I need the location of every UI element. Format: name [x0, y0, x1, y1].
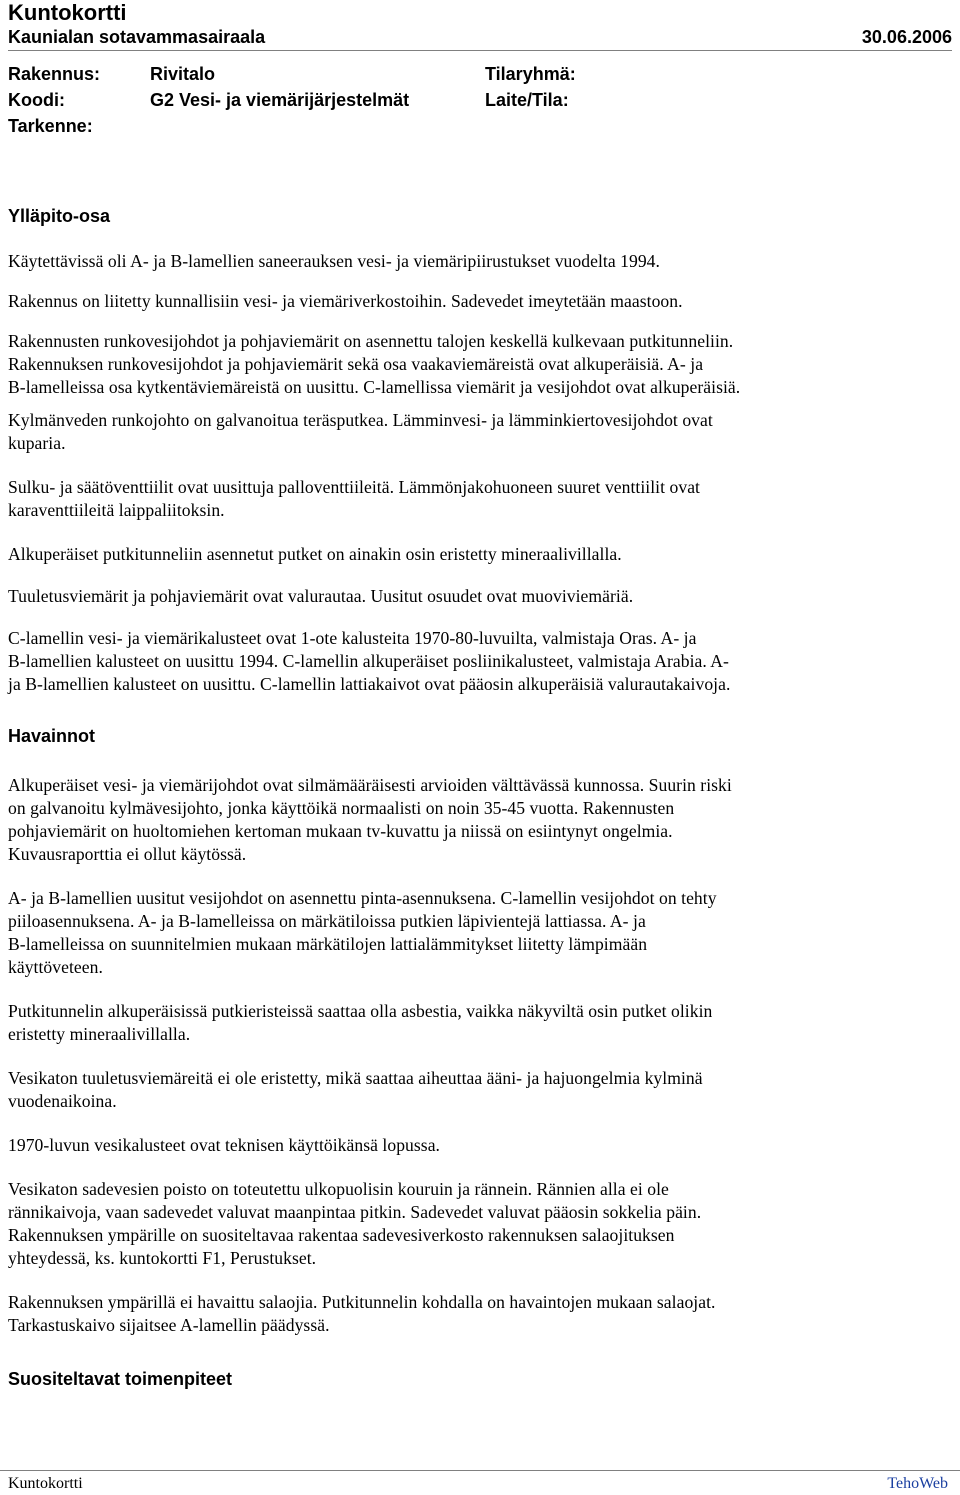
- paragraph: Rakennus on liitetty kunnallisiin vesi- ja viemäriverkostoihin. Sadevedet imeytetään maastoon.: [8, 291, 683, 311]
- paragraph-line: karaventtiileitä laippaliitoksin.: [8, 500, 225, 520]
- paragraph-line: ja B-lamellien kalusteet on uusittu. C-lamellin lattiakaivot ovat pääosin alkuperäisiä valurautakaivoja.: [8, 674, 731, 694]
- document-page: [8, 0, 952, 1390]
- paragraph-line: Sulku- ja säätöventtiilit ovat uusittuja palloventtiileitä. Lämmönjakohuoneen suuret venttiilit ovat: [8, 477, 700, 497]
- paragraph-line: B-lamelleissa osa kytkentäviemäreistä on uusittu. C-lamellissa viemärit ja vesijohdot ovat alkuperäisiä.: [8, 377, 741, 397]
- paragraph-line: B-lamellien kalusteet on uusittu 1994. C-lamellin alkuperäiset posliinikalusteet, valmistaja Arabia. A-: [8, 651, 729, 671]
- rakennus-value: Rivitalo: [150, 64, 216, 84]
- footer-brand-link[interactable]: TehoWeb: [887, 1475, 948, 1492]
- paragraph-line: Kuvausraporttia ei ollut käytössä.: [8, 844, 247, 864]
- paragraph-line: Vesikaton tuuletusviemäreitä ei ole eristetty, mikä saattaa aiheuttaa ääni- ja hajuongelmia kylminä: [8, 1068, 703, 1088]
- section-heading-havainnot: Havainnot: [8, 726, 96, 746]
- laite-tila-label: Laite/Tila:: [485, 90, 569, 110]
- paragraph-line: A- ja B-lamellien uusitut vesijohdot on asennettu pinta-asennuksena. C-lamellin vesijohdot on tehty: [8, 888, 717, 908]
- paragraph-line: käyttöveteen.: [8, 957, 103, 977]
- section-heading-yllapito: Ylläpito-osa: [8, 206, 111, 226]
- koodi-label: Koodi:: [8, 90, 65, 110]
- paragraph-line: Putkitunnelin alkuperäisissä putkieristeissä saattaa olla asbestia, vaikka näkyviltä osin putket olikin: [8, 1001, 713, 1021]
- paragraph-line: Rakennuksen runkovesijohdot ja pohjaviemärit sekä osa vaakaviemäreistä ovat alkuperäisiä. A- ja: [8, 354, 704, 374]
- tilaryhma-label: Tilaryhmä:: [485, 64, 576, 84]
- paragraph-line: B-lamelleissa on suunnitelmien mukaan märkätilojen lattialämmitykset liitetty lämpimään: [8, 934, 648, 954]
- paragraph-line: Rakennusten runkovesijohdot ja pohjaviemärit on asennettu talojen keskellä kulkevaan putkitunneliin.: [8, 331, 734, 351]
- paragraph-line: Kylmänveden runkojohto on galvanoitua teräsputkea. Lämminvesi- ja lämminkiertovesijohdot ovat: [8, 410, 713, 430]
- tarkenne-label: Tarkenne:: [8, 116, 93, 136]
- paragraph-line: eristetty mineraalivillalla.: [8, 1024, 191, 1044]
- document-title: Kuntokortti: [8, 0, 127, 25]
- section-heading-suositeltavat: Suositeltavat toimenpiteet: [8, 1369, 233, 1389]
- paragraph-line: kuparia.: [8, 433, 66, 453]
- paragraph-line: pohjaviemärit on huoltomiehen kertoman mukaan tv-kuvattu ja niissä on esiintynyt ongelmia.: [8, 821, 673, 841]
- paragraph-line: rännikaivoja, vaan sadevedet valuvat maanpintaa pitkin. Sadevedet valuvat pääosin sokkelia päin.: [8, 1202, 702, 1222]
- koodi-value: G2 Vesi- ja viemärijärjestelmät: [150, 90, 410, 110]
- paragraph: 1970-luvun vesikalusteet ovat teknisen käyttöikänsä lopussa.: [8, 1135, 441, 1155]
- metadata-block: [8, 61, 952, 141]
- organization-name: Kaunialan sotavammasairaala: [8, 27, 266, 47]
- paragraph-line: on galvanoitu kylmävesijohto, jonka käyttöikä normaalisti on noin 35-45 vuotta. Rakennusten: [8, 798, 675, 818]
- paragraph-line: vuodenaikoina.: [8, 1091, 117, 1111]
- paragraph-line: Tarkastuskaivo sijaitsee A-lamellin päädyssä.: [8, 1315, 330, 1335]
- paragraph-line: Rakennuksen ympärille on suositeltavaa rakentaa sadevesiverkosto rakennuksen salaojituksen: [8, 1225, 675, 1245]
- paragraph-line: yhteydessä, ks. kuntokortti F1, Perustukset.: [8, 1248, 317, 1268]
- page-footer: [0, 1470, 960, 1492]
- paragraph-line: piiloasennuksena. A- ja B-lamelleissa on märkätiloissa putkien läpivientejä lattiassa. A- ja: [8, 911, 646, 931]
- document-header: [8, 26, 952, 51]
- paragraph: Tuuletusviemärit ja pohjaviemärit ovat valurautaa. Uusitut osuudet ovat muoviviemäriä.: [8, 586, 634, 606]
- paragraph: Käytettävissä oli A- ja B-lamellien saneerauksen vesi- ja viemäripiirustukset vuodelta 1994.: [8, 251, 660, 271]
- paragraph-line: Vesikaton sadevesien poisto on toteutettu ulkopuolisin kouruin ja rännein. Rännien alla ei ole: [8, 1179, 669, 1199]
- paragraph: Alkuperäiset putkitunneliin asennetut putket on ainakin osin eristetty mineraalivillalla.: [8, 544, 622, 564]
- paragraph-line: Alkuperäiset vesi- ja viemärijohdot ovat silmämääräisesti arvioiden välttävässä kunnossa. Suurin riski: [8, 775, 732, 795]
- footer-left-text: Kuntokortti: [8, 1475, 83, 1492]
- paragraph-line: C-lamellin vesi- ja viemärikalusteet ovat 1-ote kalusteita 1970-80-luvuilta, valmistaja Oras. A- ja: [8, 628, 697, 648]
- rakennus-label: Rakennus:: [8, 64, 101, 84]
- paragraph-line: Rakennuksen ympärillä ei havaittu salaojia. Putkitunnelin kohdalla on havaintojen mukaan salaojat.: [8, 1292, 716, 1312]
- document-date: 30.06.2006: [861, 27, 952, 47]
